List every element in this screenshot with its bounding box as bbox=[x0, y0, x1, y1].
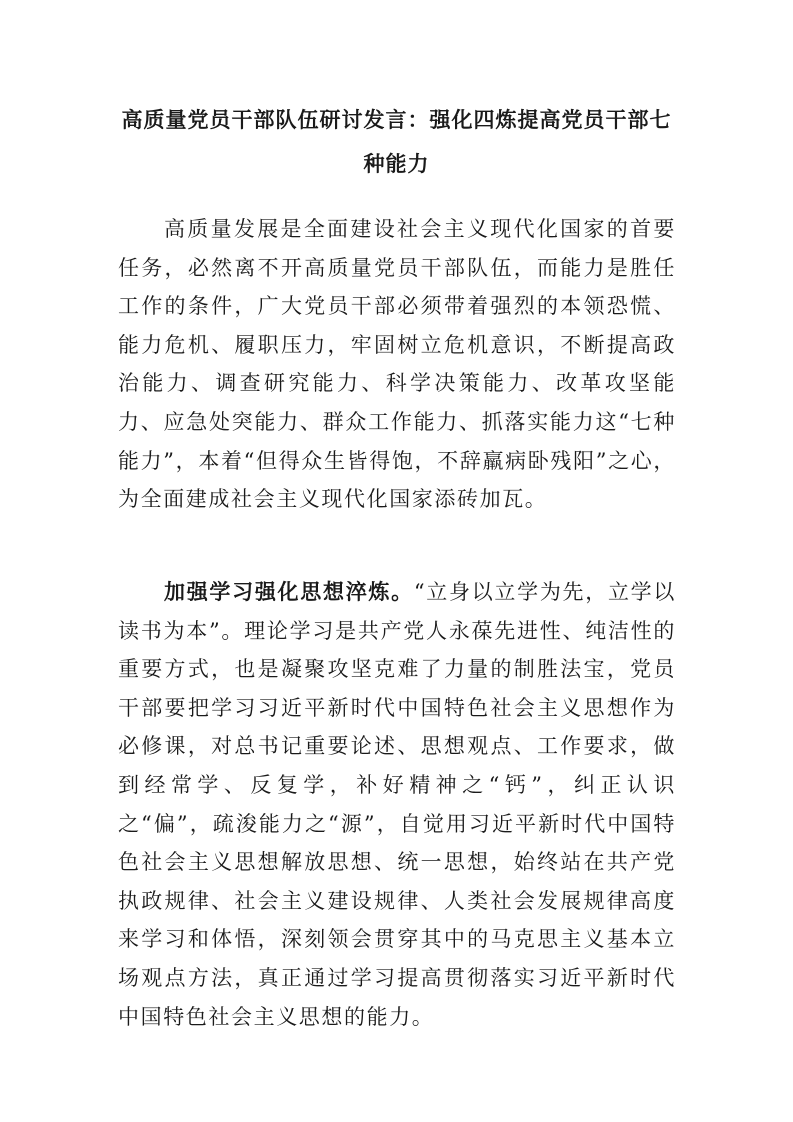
paragraph-intro bbox=[118, 210, 676, 519]
paragraph-study-lead: 加强学习强化思想淬炼。 bbox=[164, 580, 414, 604]
document-title: 高质量党员干部队伍研讨发言：强化四炼提高党员干部七种能力 bbox=[121, 108, 672, 176]
paragraph-intro-text: 高质量发展是全面建设社会主义现代化国家的首要任务，必然离不开高质量党员干部队伍，而能力是胜任工作的条件，广大党员干部必须带着强烈的本领恐慌、能力危机、履职压力，牢固树立危机意识，不断提高政治能力、调查研究能力、科学决策能力、改革攻坚能力、应急处突能力、群众工作能力、抓落实能力这“七种能力”，本着“但得众生皆得饱，不辞羸病卧残阳”之心，为全面建成社会主义现代化国家添砖加瓦。 bbox=[118, 217, 676, 512]
paragraph-study bbox=[118, 573, 676, 1036]
paragraph-study-text: “立身以立学为先，立学以读书为本”。理论学习是共产党人永葆先进性、纯洁性的重要方式，也是凝聚攻坚克难了力量的制胜法宝，党员干部要把学习习近平新时代中国特色社会主义思想作为必修课，对总书记重要论述、思想观点、工作要求，做到经常学、反复学，补好精神之“钙”，纠正认识之“偏”，疏浚能力之“源”，自觉用习近平新时代中国特色社会主义思想解放思想、统一思想，始终站在共产党执政规律、社会主义建设规律、人类社会发展规律高度来学习和体悟，深刻领会贯穿其中的马克思主义基本立场观点方法，真正通过学习提高贯彻落实习近平新时代中国特色社会主义思想的能力。 bbox=[118, 580, 676, 1029]
